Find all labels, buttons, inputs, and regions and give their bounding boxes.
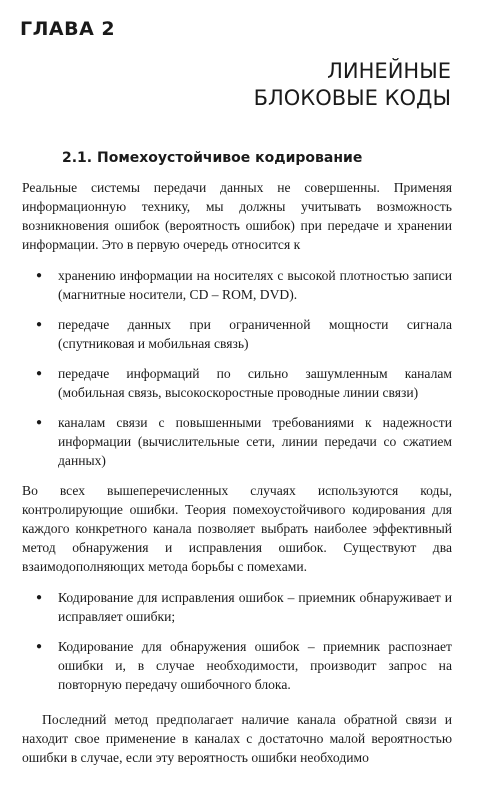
bullet-icon: ● — [36, 592, 43, 603]
list-item — [22, 588, 452, 626]
list-item-text: Кодирование для исправления ошибок – приемник обнаруживает и исправляет ошибки; — [58, 590, 452, 624]
bullet-icon: ● — [36, 641, 43, 652]
list-item-text: передаче информаций по сильно зашумленным каналам (мобильная связь, высокоскоростные проводные линии связи) — [58, 366, 452, 400]
list-item — [22, 266, 452, 304]
chapter-title — [254, 58, 451, 112]
chapter-label: ГЛАВА 2 — [20, 18, 116, 40]
list-item — [22, 364, 452, 402]
list-item — [22, 637, 452, 694]
paragraph-feedback-method: Последний метод предполагает наличие канала обратной связи и находит свое применение в каналах с достаточно малой вероятностью ошибки в случае, если эту вероятность ошибки необходимо — [22, 712, 452, 765]
bullet-icon: ● — [36, 319, 43, 330]
chapter-title-line-1: ЛИНЕЙНЫЕ — [327, 59, 451, 83]
bullet-icon: ● — [36, 368, 43, 379]
bullet-icon: ● — [36, 417, 43, 428]
bullet-list-error-contexts — [22, 266, 452, 470]
bullet-icon: ● — [36, 270, 43, 281]
list-item-text: Кодирование для обнаружения ошибок – приемник распознает ошибки и, в случае необходимости, производит запрос на повторную передачу ошибочного блока. — [58, 639, 452, 692]
paragraph-intro: Реальные системы передачи данных не совершенны. Применяя информационную технику, мы должны учитывать возможность возникновения ошибок (вероятность ошибок) при передаче и хранении информации. Это в первую очередь относится к — [22, 180, 452, 252]
list-item — [22, 315, 452, 353]
list-item-text: хранению информации на носителях с высокой плотностью записи (магнитные носители, CD – ROM, DVD). — [58, 268, 452, 302]
list-item-text: каналам связи с повышенными требованиями к надежности информации (вычислительные сети, линии передачи со сжатием данных) — [58, 415, 452, 468]
chapter-title-line-2: БЛОКОВЫЕ КОДЫ — [253, 86, 451, 110]
list-item — [22, 413, 452, 470]
body-text — [22, 178, 452, 767]
bullet-list-coding-methods — [22, 588, 452, 694]
paragraph-error-control-codes: Во всех вышеперечисленных случаях используются коды, контролирующие ошибки. Теория помехоустойчивого кодирования для каждого конкретного канала позволяет выбрать наиболее эффективный метод обнаружения и исправления ошибок. Существуют два взаимодополняющих метода борьбы с помехами. — [22, 483, 452, 574]
list-item-text: передаче данных при ограниченной мощности сигнала (спутниковая и мобильная связь) — [58, 317, 452, 351]
section-title: 2.1. Помехоустойчивое кодирование — [62, 150, 363, 166]
